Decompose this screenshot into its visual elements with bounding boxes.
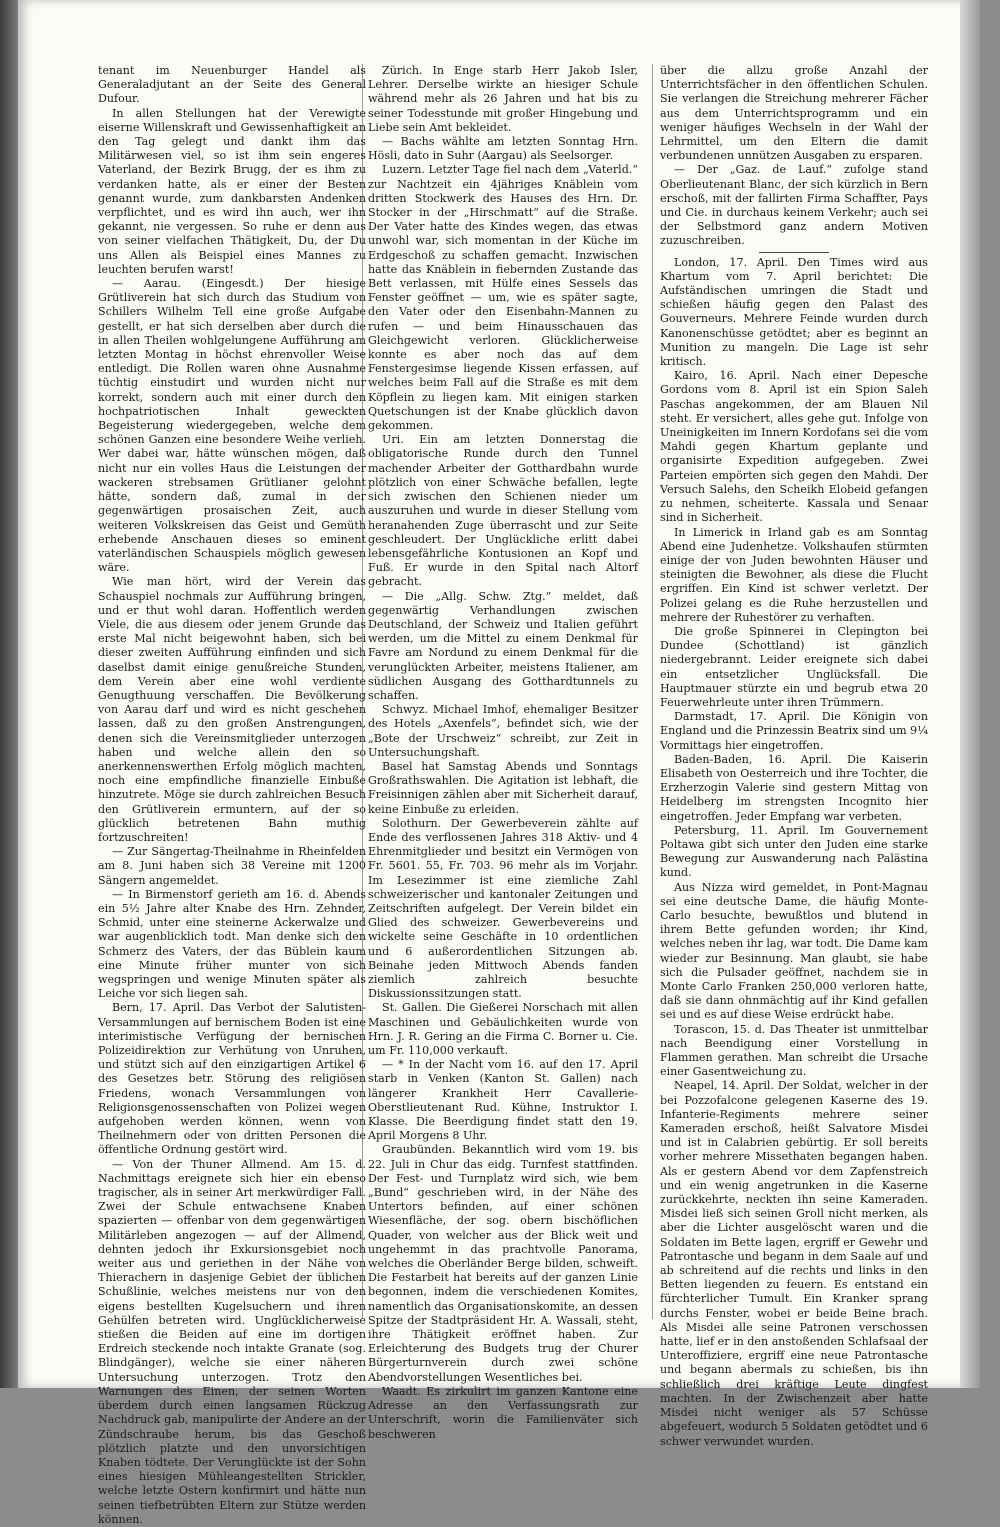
article-paragraph: Torascon, 15. d. Das Theater ist unmittelbar nach Beendigung einer Vorstellung in Flammen gerathen. Man schreibt die Ursache einer Gasentweichung zu. [660,1022,928,1079]
article-paragraph: Basel hat Samstag Abends und Sonntags Großrathswahlen. Die Agitation ist lebhaft, die Freisinnigen zählen aber mit Sicherheit darauf, keine Einbuße zu erleiden. [368,759,638,816]
article-paragraph: In Limerick in Irland gab es am Sonntag Abend eine Judenhetze. Volkshaufen stürmten einige der von Juden bewohnten Häuser und steinigten die Bewohner, als diese die Flucht ergriffen. Ein Kind ist schwer verletzt. Der Polizei gelang es die Ruhe herzustellen und mehrere der Ruhestörer zu verhaften. [660,525,928,624]
article-paragraph: über die allzu große Anzahl der Unterrichtsfächer in den öffentlichen Schulen. Sie verlangen die Streichung mehrerer Fächer aus dem Unterrichtsprogramm und ein weniger häufiges Wechseln in der Wahl der Lehrmittel, um den Eltern die damit verbundenen unnützen Ausgaben zu ersparen. [660,64,928,163]
article-paragraph: Die große Spinnerei in Clepington bei Dundee (Schottland) ist gänzlich niedergebrannt. Leider ereignete sich dabei ein entsetzlicher Unglücksfall. Die Hauptmauer stürzte ein und begrub etwa 20 Feuerwehrleute unter ihren Trümmern. [660,624,928,709]
column-1 [98,64,366,1526]
article-paragraph: Wie man hört, wird der Verein das Schauspiel nochmals zur Aufführung bringen, und er thut wohl daran. Hoffentlich werden Viele, die aus diesem oder jenem Grunde das erste Mal nicht beigewohnt haben, sich bei dieser zweiten Aufführung einfinden und sich daselbst damit einige genußreiche Stunden, dem Verein aber eine wohl verdiente Genugthuung verschaffen. Die Bevölkerung von Aarau darf und wird es nicht geschehen lassen, daß zu den großen Anstrengungen, denen sich die Vereinsmitglieder unterzogen haben und welche allein den so anerkennenswerthen Erfolg möglich machten, noch eine empfindliche finanzielle Einbuße hinzutrete. Möge sie durch zahlreichen Besuch den Grütliverein ermuntern, auf der so glücklich betretenen Bahn muthig fortzuschreiten! [98,575,366,844]
article-paragraph: Waadt. Es zirkulirt im ganzen Kantone eine Adresse an den Verfassungsrath zur Unterschrift, worin die Familienväter sich beschweren [368,1384,638,1441]
column-3 [660,64,928,1448]
article-paragraph: Zürich. In Enge starb Herr Jakob Isler, Lehrer. Derselbe wirkte an hiesiger Schule während mehr als 26 Jahren und hat bis zu seiner Todesstunde mit großer Hingebung und Liebe sein Amt bekleidet. [368,64,638,134]
article-paragraph: — In Birmenstorf gerieth am 16. d. Abends ein 5½ Jahre alter Knabe des Hrn. Zehnder, Schmid, unter eine steinerne Ackerwalze und war augenblicklich todt. Man denke sich den Schmerz des Vaters, der das Büblein kaum eine Minute früher munter von sich wegspringen und wenige Minuten später als Leiche vor sich liegen sah. [98,887,366,1001]
article-paragraph: — Von der Thuner Allmend. Am 15. d. Nachmittags ereignete sich hier ein ebenso tragischer, als in seiner Art merkwürdiger Fall. Zwei der Schule entwachsene Knaben spazierten — offenbar von dem gegenwärtigen Militärleben angezogen — auf der Allmend, dehnten jedoch ihr Exkursionsgebiet noch weiter aus und geriethen in der Nähe von Thierachern in dasjenige Gebiet der üblichen Schußlinie, welches meistens nur von den eigens bestellten Kugelsuchern und ihren Gehülfen betreten wird. Unglücklicherweise stießen die Beiden auf eine im dortigen Erdreich steckende noch intakte Granate (sog. Blindgänger), welche sie einer näheren Untersuchung unterzogen. Trotz den Warnungen des Einen, der seinen Worten überdem durch einen langsamen Rückzug Nachdruck gab, manipulirte der Andere an der Zündschraube herum, bis das Geschoß plötzlich platzte und den unvorsichtigen Knaben tödtete. Der Verunglückte ist der Sohn eines hiesigen Mühleangestellten Strickler, welche letzte Ostern konfirmirt und hätte nun seinen tiefbetrübten Eltern zur Stütze werden können. [98,1157,366,1526]
article-paragraph: Bern, 17. April. Das Verbot der Salutisten-Versammlungen auf bernischem Boden ist eine interimistische Verfügung der bernischen Polizeidirektion zur Verhütung von Unruhen, und stützt sich auf den einzigartigen Artikel 6 des Gesetzes betr. Störung des religiösen Friedens, wonach Versammlungen von Religionsgenossenschaften von Polizei wegen aufgehoben werden können, wenn von Theilnehmern oder von dritten Personen die öffentliche Ordnung gestört wird. [98,1001,366,1157]
article-paragraph: — Der „Gaz. de Lauf.“ zufolge stand Oberlieutenant Blanc, der sich kürzlich in Bern erschoß, mit der fallirten Firma Schaffter, Pays und Cie. in durchaus keinem Verkehr; auch sei der Selbstmord ganz andern Motiven zuzuschreiben. [660,163,928,248]
column-rule [652,64,653,1319]
article-paragraph: — Aarau. (Eingesdt.) Der hiesige Grütliverein hat sich durch das Studium von Schillers Wilhelm Tell eine große Aufgabe gestellt, er hat sich derselben aber durch die in allen Theilen wohlgelungene Aufführung am letzten Montag in höchst ehrenvoller Weise entledigt. Die Rollen waren ohne Ausnahme tüchtig einstudirt und wurden nicht nur korrekt, sondern auch mit einer durch den hochpatriotischen Inhalt geweckten Begeisterung wiedergegeben, welche dem schönen Ganzen eine besondere Weihe verlieh. Wer dabei war, hätte wünschen mögen, daß nicht nur ein volles Haus die Leistungen der wackeren strebsamen Grütlianer gelohnt hätte, sondern daß, zumal in der gegenwärtigen prosaischen Zeit, auch weiteren Volkskreisen das Geist und Gemüth erhebende Anschauen dieses so eminent vaterländischen Schauspiels möglich gewesen wäre. [98,277,366,575]
article-paragraph: Graubünden. Bekanntlich wird vom 19. bis 22. Juli in Chur das eidg. Turnfest stattfinden. Der Fest- und Turnplatz wird sich, wie bem „Bund“ geschrieben wird, in der Nähe des Untertors befinden, auf einer schönen Wiesenfläche, der sog. obern bischöflichen Quader, von welcher aus der Blick weit und ungehemmt in das prachtvolle Panorama, welches die Oberländer Berge bilden, schweift. Die Festarbeit hat bereits auf der ganzen Linie begonnen, indem die verschiedenen Komites, namentlich das Organisationskomite, an dessen Spitze der Stadtpräsident Hr. A. Wassali, steht, ihre Thätigkeit eröffnet haben. Zur Erleichterung des Budgets trug der Churer Bürgerturnverein durch zwei schöne Abendvorstellungen Wesentliches bei. [368,1143,638,1384]
column-2 [368,64,638,1441]
book-spine [0,0,18,1388]
article-paragraph: London, 17. April. Den Times wird aus Khartum vom 7. April berichtet: Die Aufständischen umringen die Stadt und schießen häufig gegen den Palast des Gouverneurs. Mehrere Feinde wurden durch Kanonenschüsse getödtet; aber es beginnt an Munition zu mangeln. Die Lage ist sehr kritisch. [660,255,928,369]
article-paragraph: Uri. Ein am letzten Donnerstag die obligatorische Runde durch den Tunnel machender Arbeiter der Gotthardbahn wurde plötzlich von einer Schwäche befallen, legte sich zwischen den Schienen nieder um auszuruhen und wurde in dieser Stellung vom heranahenden Zuge überrascht und zur Seite geschleudert. Der Unglückliche erlitt dabei lebensgefährliche Kontusionen an Kopf und Fuß. Er wurde in den Spital nach Altorf gebracht. [368,433,638,589]
article-paragraph: Petersburg, 11. April. Im Gouvernement Poltawa gibt sich unter den Juden eine starke Bewegung zur Auswanderung nach Palästina kund. [660,823,928,880]
article-paragraph: In allen Stellungen hat der Verewigte eiserne Willenskraft und Gewissenhaftigkeit an den Tag gelegt und dankt ihm das Militärwesen viel, so ist ihm sein engeres Vaterland, der Bezirk Brugg, der es ihm zu verdanken hatte, als er einer der Besten genannt wurde, zum dankbarsten Andenken verpflichtet, und es wird ihn auch, wer ihn gekannt, nie vergessen. So ruhe er denn aus von seiner vielfachen Thätigkeit, Du, der Du uns Allen als Beispiel eines Mannes zu leuchten berufen warst! [98,106,366,276]
article-paragraph: Neapel, 14. April. Der Soldat, welcher in der bei Pozzofalcone gelegenen Kaserne des 19. Infanterie-Regiments mehrere seiner Kameraden erschoß, heißt Salvatore Misdei und ist in Calabrien gebürtig. Er soll bereits vorher mehrere Missethaten begangen haben. Als er gestern Abend vor dem Zapfenstreich und ein wenig angetrunken in die Kaserne zurückkehrte, neckten ihn seine Kameraden. Misdei ließ sich seinen Groll nicht merken, als aber die Lichter ausgelöscht waren und die Soldaten im Bette lagen, ergriff er Gewehr und Patrontasche und begann in dem Saale auf und ab schreitend auf die rechts und links in den Betten liegenden zu feuern. Es entstand ein fürchterlicher Tumult. Ein Kranker sprang durchs Fenster, wobei er beide Beine brach. Als Misdei alle seine Patronen verschossen hatte, lief er in den anstoßenden Schlafsaal der Unteroffiziere, ergriff eine neue Patrontasche und begann abermals zu schießen, bis ihn schließlich drei kräftige Leute dingfest machten. In der Zwischenzeit aber hatte Misdei nicht weniger als 57 Schüsse abgefeuert, wodurch 5 Soldaten getödtet und 6 schwer verwundet wurden. [660,1079,928,1448]
article-paragraph: — Bachs wählte am letzten Sonntag Hrn. Hösli, dato in Suhr (Aargau) als Seelsorger. [368,135,638,163]
article-paragraph: Kairo, 16. April. Nach einer Depesche Gordons vom 8. April ist ein Spion Saleh Paschas angekommen, der am Blauen Nil steht. Er versichert, alles gehe gut. Infolge von Uneinigkeiten im Innern Kordofans sei die vom Mahdi gegen Khartum geplante und organisirte Expedition aufgegeben. Zwei Parteien empörten sich gegen den Mahdi. Der Versuch Salehs, den Scheikh Elobeid gefangen zu nehmen, scheiterte. Kassala und Senaar sind in Sicherheit. [660,369,928,525]
article-paragraph: — Zur Sängertag-Theilnahme in Rheinfelden am 8. Juni haben sich 38 Vereine mit 1200 Sängern angemeldet. [98,845,366,887]
article-paragraph: Baden-Baden, 16. April. Die Kaiserin Elisabeth von Oesterreich und ihre Tochter, die Erzherzogin Valerie sind gestern Mittag von Heidelberg im strengsten Incognito hier eingetroffen. Jeder Empfang war verbeten. [660,752,928,823]
article-paragraph: Schwyz. Michael Imhof, ehemaliger Besitzer des Hotels „Axenfels“, befindet sich, wie der „Bote der Urschweiz“ schreibt, zur Zeit in Untersuchungshaft. [368,703,638,759]
article-paragraph: tenant im Neuenburger Handel als Generaladjutant an der Seite des General Dufour. [98,64,366,106]
article-paragraph: Luzern. Letzter Tage fiel nach dem „Vaterld.“ zur Nachtzeit ein 4jähriges Knäblein vom dritten Stockwerk des Hauses des Hrn. Dr. Stocker in der „Hirschmatt“ auf die Straße. Der Vater hatte des Kindes wegen, das etwas unwohl war, sich momentan in der Küche im Erdgeschoß zu schaffen gemacht. Inzwischen hatte das Knäblein in fiebernden Zustande das Bett verlassen, mit Hülfe eines Sessels das Fenster geöffnet — um, wie es später sagte, den Vater oder den Eisenbahn-Mannen zu rufen — und beim Hinausschauen das Gleichgewicht verloren. Glücklicherweise konnte es aber noch das auf dem Fenstergesimse liegende Kissen erfassen, auf welches beim Fall auf die Straße es mit dem Köpflein zu liegen kam. Mit einigen starken Quetschungen ist der Knabe glücklich davon gekommen. [368,163,638,433]
article-paragraph: — * In der Nacht vom 16. auf den 17. April starb in Venken (Kanton St. Gallen) nach längerer Krankheit Herr Cavallerie-Oberstlieutenant Rud. Kühne, Instruktor I. Klasse. Die Beerdigung findet statt den 19. April Morgens 8 Uhr. [368,1058,638,1143]
section-divider [759,252,829,253]
article-paragraph: — Die „Allg. Schw. Ztg.“ meldet, daß gegenwärtig Verhandlungen zwischen Deutschland, der Schweiz und Italien geführt werden, um die Mittel zu einem Denkmal für Favre am Nordund zu einem Denkmal für die verunglückten Arbeiter, meistens Italiener, am südlichen Ausgang des Gotthardtunnels zu schaffen. [368,589,638,702]
article-paragraph: St. Gallen. Die Gießerei Norschach mit allen Maschinen und Gebäulichkeiten wurde von Hrn. J. R. Gering an die Firma C. Borner u. Cie. um Fr. 110,000 verkauft. [368,1001,638,1058]
article-paragraph: Darmstadt, 17. April. Die Königin von England und die Prinzessin Beatrix sind um 9¼ Vormittags hier eingetroffen. [660,710,928,752]
page-edge [960,0,980,1388]
article-paragraph: Aus Nizza wird gemeldet, in Pont-Magnau sei eine deutsche Dame, die häufig Monte-Carlo besuchte, bewußtlos und blutend in ihrem Bette gefunden worden; ihr Kind, welches neben ihr lag, war todt. Die Dame kam wieder zur Besinnung. Man glaubt, sie habe sich die Pulsader geöffnet, nachdem sie in Monte Carlo Franken 250,000 verloren hatte, daß sie dann ohnmächtig auf ihr Kind gefallen sei und es auf diese Weise erdrückt habe. [660,880,928,1022]
article-paragraph: Solothurn. Der Gewerbeverein zählte auf Ende des verflossenen Jahres 318 Aktiv- und 4 Ehrenmitglieder und besitzt ein Vermögen von Fr. 5601. 55, Fr. 703. 96 mehr als im Vorjahr. Im Lesezimmer ist eine ziemliche Zahl schweizerischer und kantonaler Zeitungen und Zeitschriften aufgelegt. Der Verein bildet ein Glied des schweizer. Gewerbevereins und wickelte seine Geschäfte in 10 ordentlichen und 6 außerordentlichen Sitzungen ab. Beinahe jeden Mittwoch Abends fanden ziemlich zahlreich besuchte Diskussionssitzungen statt. [368,816,638,1001]
